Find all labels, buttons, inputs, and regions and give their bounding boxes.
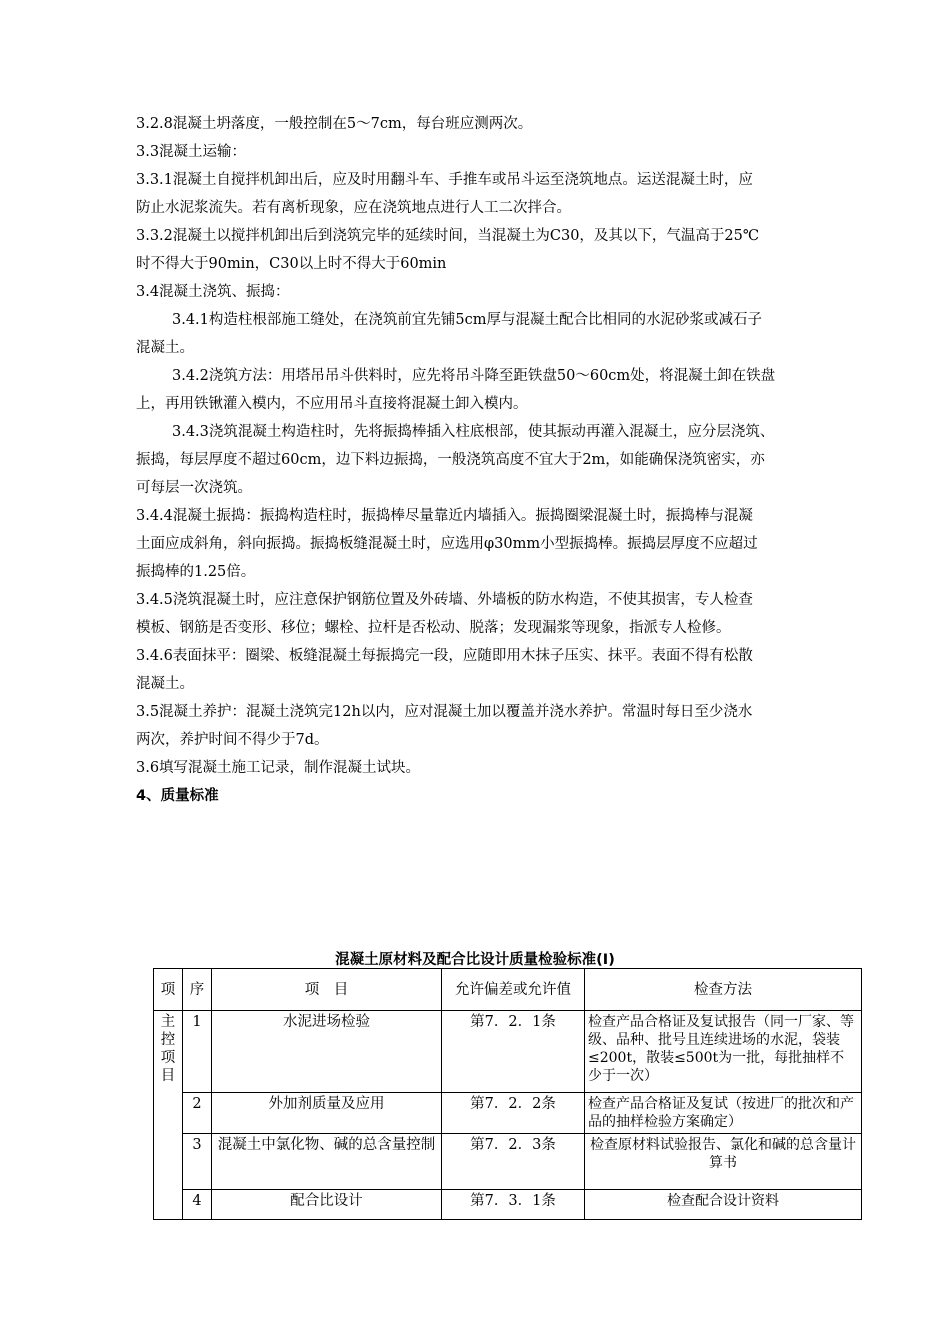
document-body — [136, 110, 861, 810]
category-cell: 主控项目 — [154, 1011, 183, 1220]
row-method: 检查配合设计资料 — [585, 1190, 862, 1220]
row-item: 混凝土中氯化物、碱的总含量控制 — [212, 1134, 442, 1190]
paragraph — [136, 754, 861, 782]
paragraph — [136, 502, 861, 586]
table-row — [154, 1190, 862, 1220]
section-heading: 4、质量标准 — [136, 788, 219, 804]
text-line: 3.4.5浇筑混凝土时，应注意保护钢筋位置及外砖墙、外墙板的防水构造，不使其损害，专人检查 — [136, 592, 753, 608]
paragraph — [136, 166, 861, 222]
text-line: 3.4.6表面抹平：圈梁、板缝混凝土每振捣完一段，应随即用木抹子压实、抹平。表面不得有松散 — [136, 648, 753, 664]
text-line: 防止水泥浆流失。若有离析现象，应在浇筑地点进行人工二次拌合。 — [136, 200, 571, 216]
paragraph — [136, 586, 861, 642]
row-method: 检查原材料试验报告、氯化和碱的总含量计算书 — [585, 1134, 862, 1190]
table-header-row — [154, 969, 862, 1011]
text-line: 混凝土。 — [136, 340, 194, 356]
table-row — [154, 1011, 862, 1093]
row-allowance: 第7．2．2条 — [442, 1093, 585, 1134]
paragraph — [136, 278, 861, 306]
table-title: 混凝土原材料及配合比设计质量检验标准(I) — [335, 952, 615, 968]
header-method: 检查方法 — [585, 969, 862, 1011]
row-number: 4 — [183, 1190, 212, 1220]
paragraph — [136, 642, 861, 698]
text-line: 3.4.4混凝土振捣：振捣构造柱时，振捣棒尽量靠近内墙插入。振捣圈梁混凝土时，振捣棒与混凝 — [136, 508, 753, 524]
header-allowance: 允许偏差或允许值 — [442, 969, 585, 1011]
text-line: 混凝土。 — [136, 676, 194, 692]
text-line: 3.3.1混凝土自搅拌机卸出后，应及时用翻斗车、手推车或吊斗运至浇筑地点。运送混凝土时，应 — [136, 172, 753, 188]
text-line: 振捣，每层厚度不超过60cm，边下料边振捣，一般浇筑高度不宜大于2m，如能确保浇筑密实，亦 — [136, 452, 765, 468]
text-line: 3.4.3浇筑混凝土构造柱时，先将振捣棒插入柱底根部，使其振动再灌入混凝土，应分层浇筑、 — [172, 424, 775, 440]
table-row — [154, 1093, 862, 1134]
text-line: 3.6填写混凝土施工记录，制作混凝土试块。 — [136, 760, 421, 776]
row-number: 1 — [183, 1011, 212, 1093]
row-item: 水泥进场检验 — [212, 1011, 442, 1093]
row-number: 2 — [183, 1093, 212, 1134]
row-allowance: 第7．2．3条 — [442, 1134, 585, 1190]
row-item: 外加剂质量及应用 — [212, 1093, 442, 1134]
text-line: 土面应成斜角，斜向振捣。振捣板缝混凝土时，应选用φ30mm小型振捣棒。振捣层厚度不应超过 — [136, 536, 758, 552]
paragraph — [136, 698, 861, 754]
text-line: 可每层一次浇筑。 — [136, 480, 252, 496]
text-line: 3.4.1构造柱根部施工缝处，在浇筑前宜先铺5cm厚与混凝土配合比相同的水泥砂浆或减石子 — [172, 312, 762, 328]
paragraph — [136, 138, 861, 166]
text-line: 上，再用铁锹灌入模内，不应用吊斗直接将混凝土卸入模内。 — [136, 396, 528, 412]
row-number: 3 — [183, 1134, 212, 1190]
row-item: 配合比设计 — [212, 1190, 442, 1220]
text-line: 模板、钢筋是否变形、移位；螺栓、拉杆是否松动、脱落；发现漏浆等现象，指派专人检修。 — [136, 620, 731, 636]
text-line: 时不得大于90min，C30以上时不得大于60min — [136, 256, 447, 272]
row-allowance: 第7．3．1条 — [442, 1190, 585, 1220]
quality-standard-table — [153, 968, 862, 1220]
row-allowance: 第7．2．1条 — [442, 1011, 585, 1093]
paragraph — [136, 222, 861, 278]
text-line: 3.3混凝土运输： — [136, 144, 247, 160]
text-line: 振捣棒的1.25倍。 — [136, 564, 256, 580]
header-item: 项 目 — [212, 969, 442, 1011]
paragraph — [136, 362, 861, 418]
table-row — [154, 1134, 862, 1190]
text-line: 3.3.2混凝土以搅拌机卸出后到浇筑完毕的延续时间，当混凝土为C30，及其以下，气温高于25℃ — [136, 228, 760, 244]
text-line: 3.5混凝土养护：混凝土浇筑完12h以内，应对混凝土加以覆盖并浇水养护。常温时每日至少浇水 — [136, 704, 753, 720]
text-line: 3.2.8混凝土坍落度，一般控制在5～7cm，每台班应测两次。 — [136, 116, 533, 132]
paragraph — [136, 418, 861, 502]
header-category: 项 — [154, 969, 183, 1011]
text-line: 3.4混凝土浇筑、振捣： — [136, 284, 290, 300]
row-method: 检查产品合格证及复试（按进厂的批次和产品的抽样检验方案确定） — [585, 1093, 862, 1134]
row-method: 检查产品合格证及复试报告（同一厂家、等级、品种、批号且连续进场的水泥，袋装≤200t，散装≤500t为一批，每批抽样不少于一次） — [585, 1011, 862, 1093]
text-line: 3.4.2浇筑方法：用塔吊吊斗供料时，应先将吊斗降至距铁盘50～60cm处，将混凝土卸在铁盘 — [172, 368, 776, 384]
text-line: 两次，养护时间不得少于7d。 — [136, 732, 329, 748]
paragraph — [136, 110, 861, 138]
paragraph — [136, 306, 861, 362]
header-number: 序 — [183, 969, 212, 1011]
